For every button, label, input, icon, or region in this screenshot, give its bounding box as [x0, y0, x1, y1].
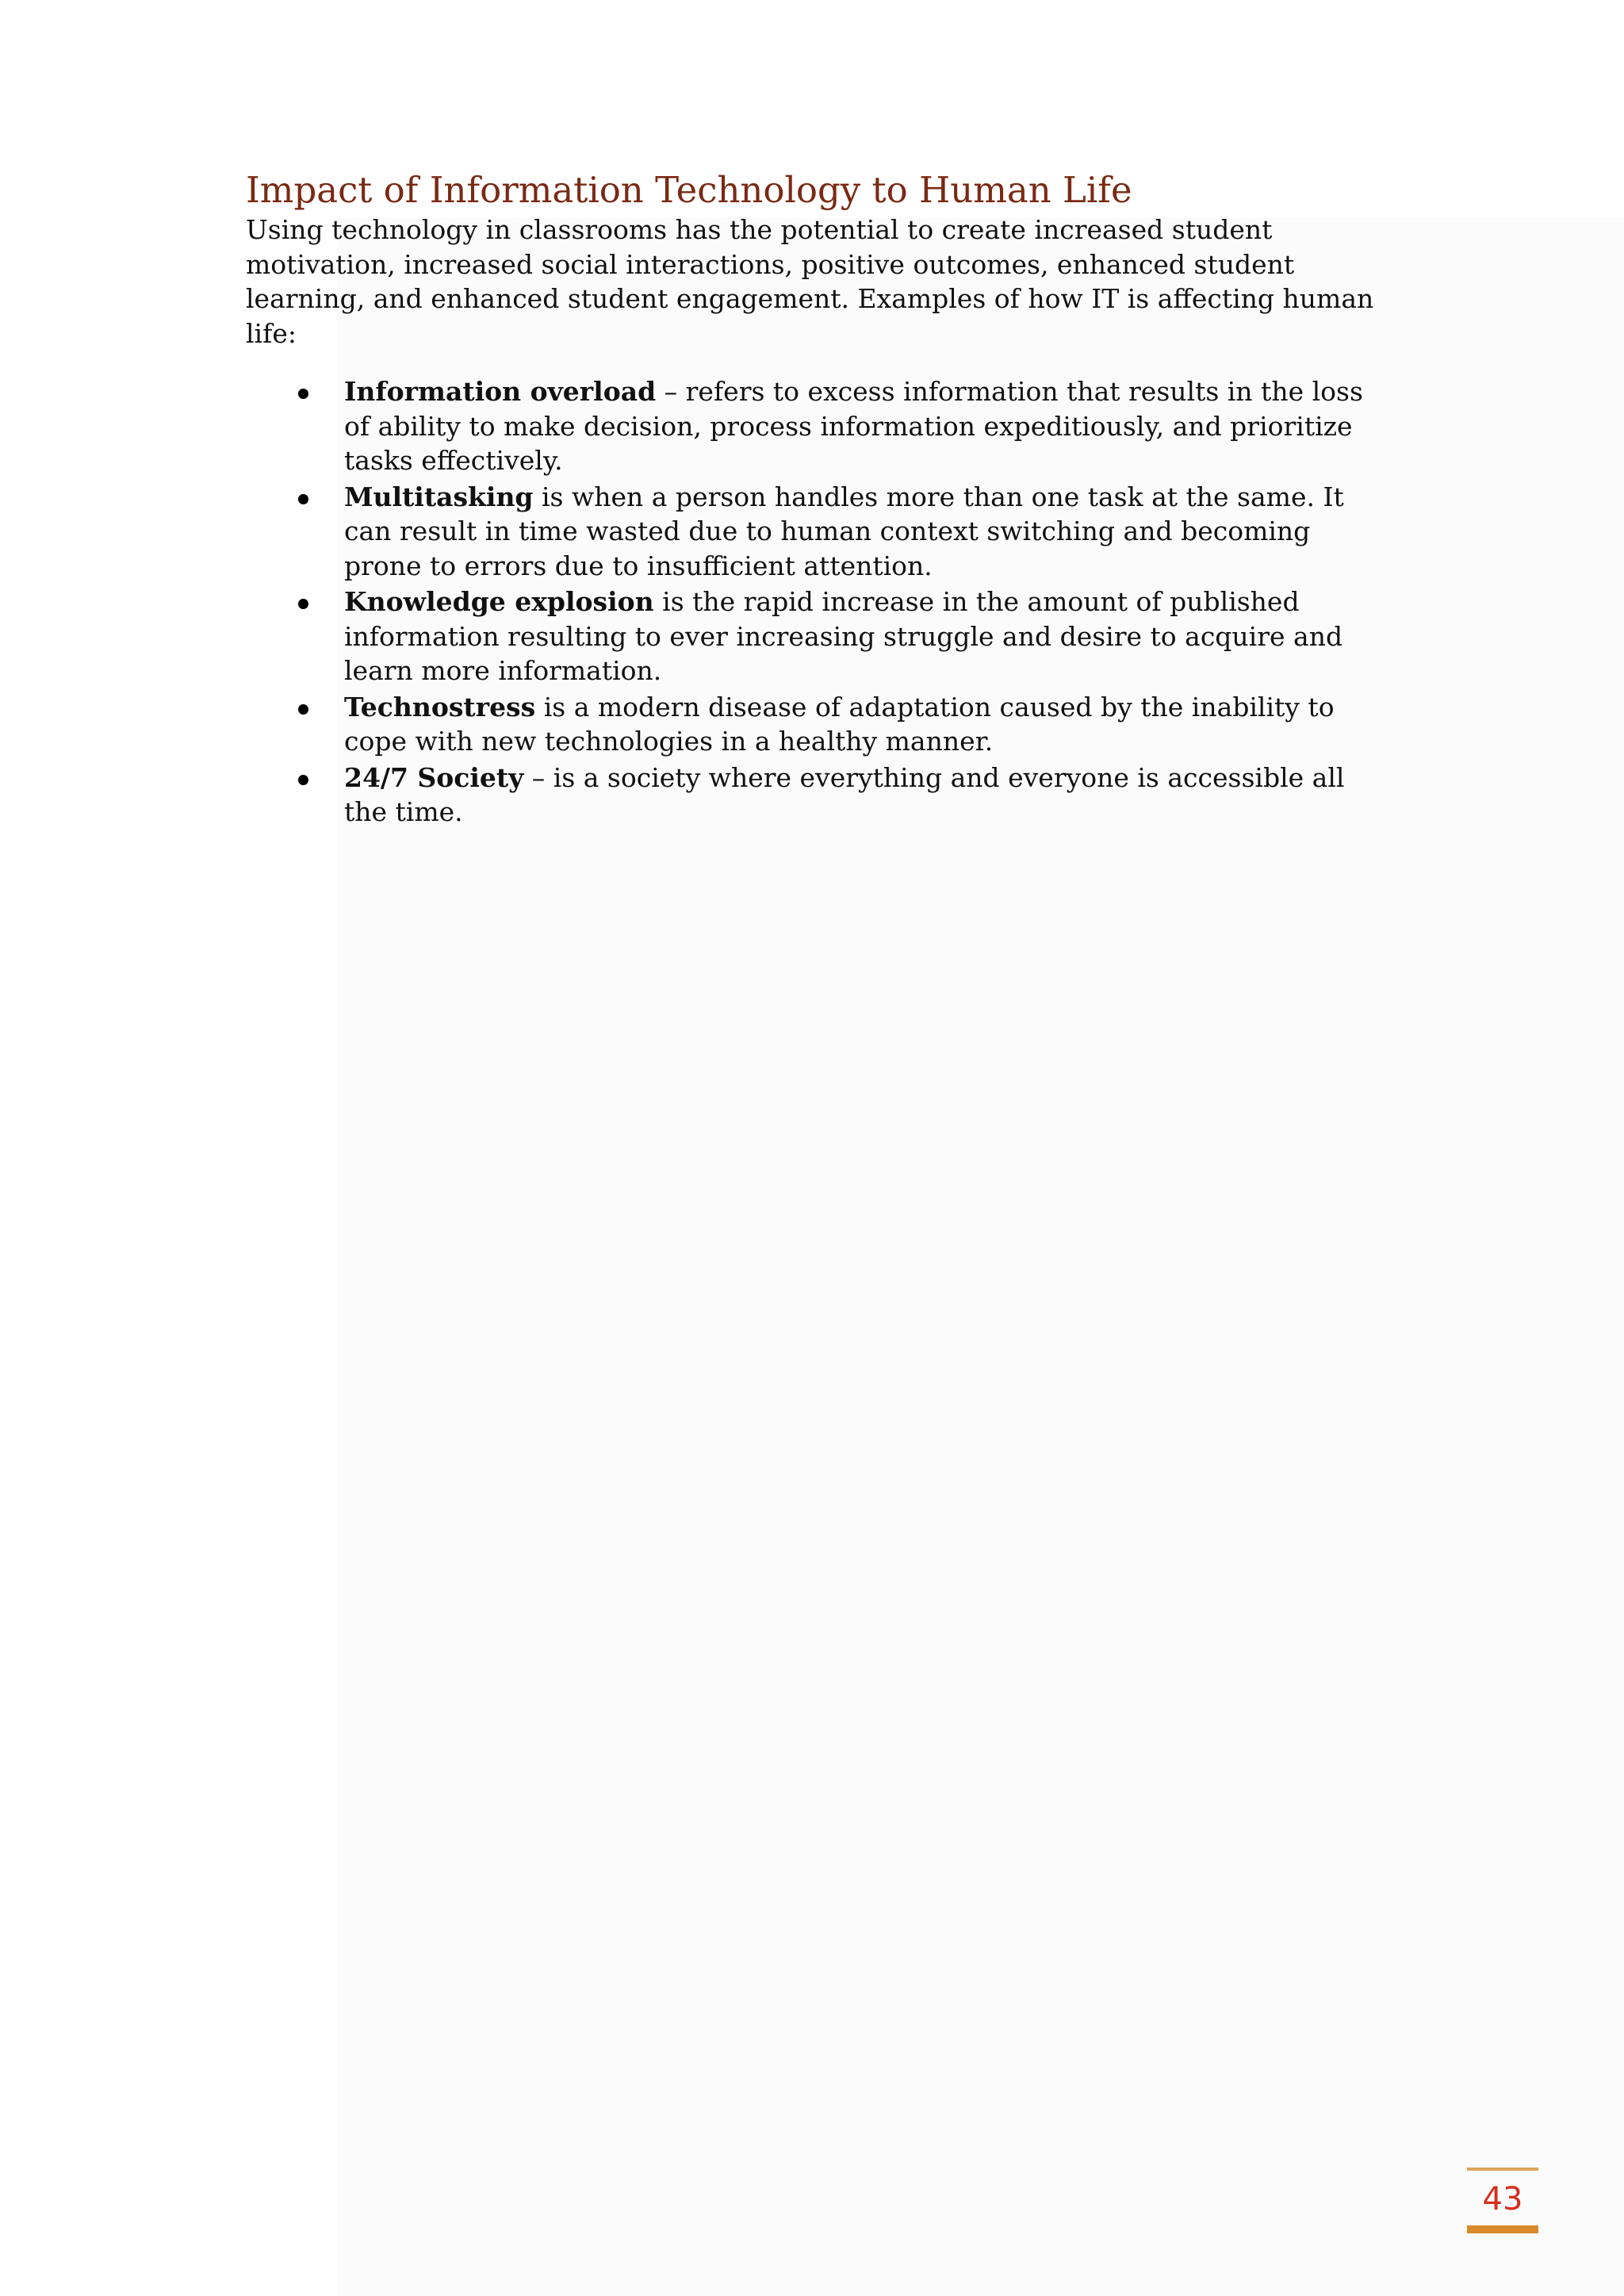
page-number-block [1467, 2168, 1538, 2233]
bullet-icon [298, 775, 308, 785]
document-body [246, 168, 1388, 831]
page-number: 43 [1482, 2180, 1523, 2217]
intro-paragraph: Using technology in classrooms has the potential to create increased student motivation, increased social interactions, positive outcomes, enhanced student learning, and enhanced student engagement. Examples of how IT is affecting human life: [246, 214, 1374, 349]
list-item-text: – refers to excess information that results in the loss of ability to make decision, process information expeditiously, and prioritize tasks effectively. [344, 376, 1363, 476]
list-item-term: Information overload [344, 376, 657, 407]
list-item [246, 374, 1388, 478]
bullet-icon [298, 704, 308, 715]
list-item [246, 480, 1388, 584]
bullet-icon [298, 599, 308, 609]
list-item [246, 761, 1388, 830]
list-item [246, 690, 1388, 759]
section-title: Impact of Information Technology to Human Life [246, 169, 1132, 211]
list-item-text: is a modern disease of adaptation caused by the inability to cope with new technologies in a healthy manner. [344, 691, 1335, 757]
list-item-term: Technostress [344, 691, 536, 723]
list-item-term: Knowledge explosion [344, 586, 654, 617]
bullet-icon [298, 389, 308, 399]
list-item-term: 24/7 Society [344, 761, 524, 793]
list-item-text: is when a person handles more than one task at the same. It can result in time wasted due to human context switching and becoming prone to errors due to insufficient attention. [344, 481, 1344, 581]
impact-list [246, 374, 1388, 830]
bullet-icon [298, 494, 308, 504]
list-item [246, 585, 1388, 688]
list-item-term: Multitasking [344, 481, 534, 512]
list-item-text: – is a society where everything and everyone is accessible all the time. [344, 761, 1345, 827]
list-item-text: is the rapid increase in the amount of published information resulting to ever increasing struggle and desire to acquire and learn more information. [344, 586, 1343, 686]
